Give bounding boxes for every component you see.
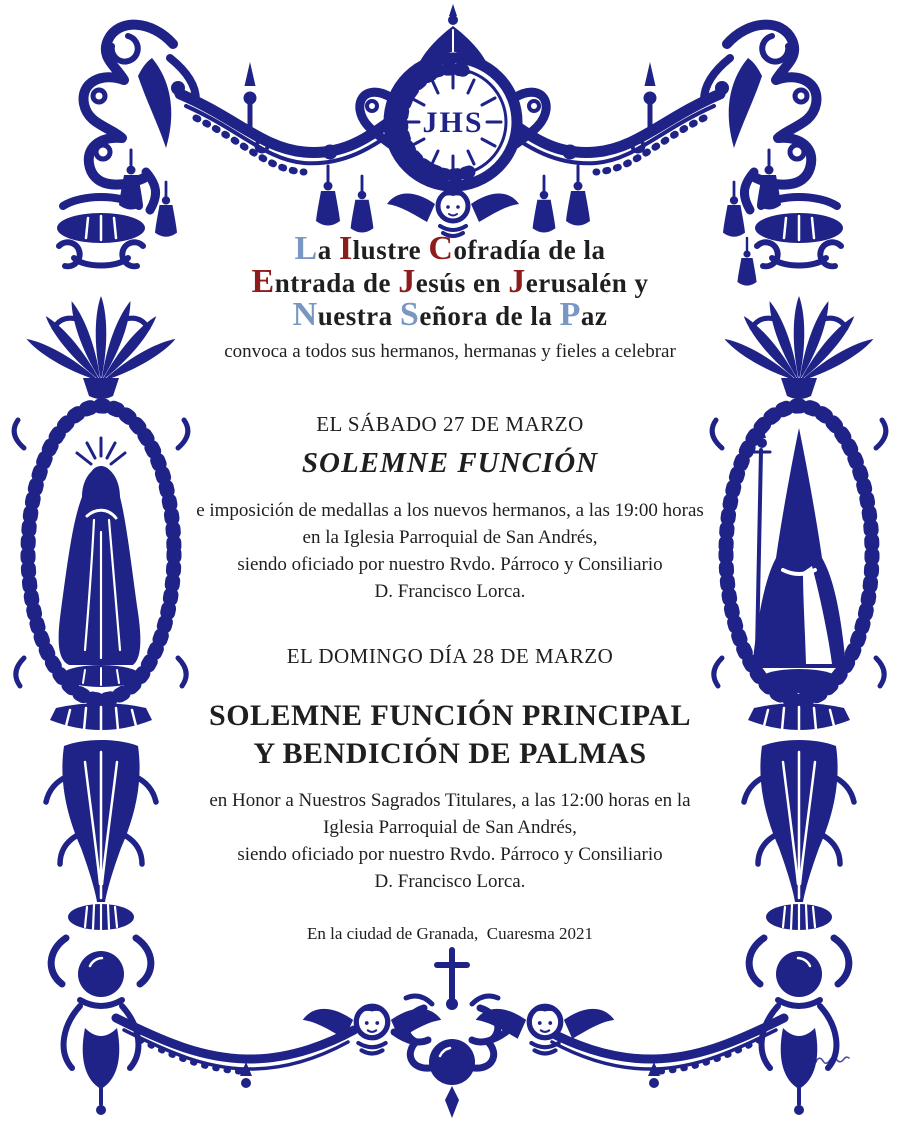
detail-line: siendo oficiado por nuestro Rvdo. Párroco y Consiliario <box>237 844 663 865</box>
detail-line: Iglesia Parroquial de San Andrés, <box>323 817 577 838</box>
jhs-medallion <box>360 4 546 236</box>
convocation-line: convoca a todos sus hermanos, hermanas y fieles a celebrar <box>224 341 676 362</box>
initial-cap: J <box>398 263 416 300</box>
tassel-icon <box>566 166 590 226</box>
tassel-icon <box>316 166 340 226</box>
spike-finial-icon <box>244 62 257 132</box>
sunday-title-line-1: SOLEMNE FUNCIÓN PRINCIPAL <box>209 699 691 732</box>
title-text: uestra <box>317 301 400 331</box>
detail-line: D. Francisco Lorca. <box>374 871 526 892</box>
tassel-icon <box>533 176 556 233</box>
initial-cap: P <box>559 296 581 333</box>
initial-cap: N <box>292 296 318 333</box>
nazareno-figure <box>752 424 846 693</box>
sunday-details <box>140 787 760 895</box>
top-right-corner-ornament <box>704 25 816 210</box>
initial-cap: C <box>428 230 454 267</box>
jhs-monogram: JHS <box>422 106 484 139</box>
initial-cap: E <box>251 263 275 300</box>
virgin-figure <box>59 438 141 687</box>
detail-line: e imposición de medallas a los nuevos hermanos, a las 19:00 horas <box>196 500 704 521</box>
cross-cartouche <box>406 950 498 1118</box>
bottom-garland <box>64 950 849 1118</box>
title-text: ofradía de la <box>453 235 606 265</box>
initial-cap: L <box>294 230 318 267</box>
initial-cap: J <box>508 263 526 300</box>
title-line-3 <box>140 296 760 333</box>
title-text: az <box>580 301 608 331</box>
saturday-date-heading: EL SÁBADO 27 DE MARZO <box>316 412 584 436</box>
title-text: erusalén y <box>525 268 649 298</box>
title-text: a <box>317 235 339 265</box>
closing-line: En la ciudad de Granada, Cuaresma 2021 <box>306 924 594 943</box>
title-line-2 <box>140 263 760 300</box>
title-line-1 <box>140 230 760 267</box>
title-text: esús en <box>415 268 509 298</box>
sunday-title-line-2: Y BENDICIÓN DE PALMAS <box>253 737 647 770</box>
tassel-icon <box>351 176 374 233</box>
detail-line: D. Francisco Lorca. <box>374 581 526 602</box>
sunday-date-heading: EL DOMINGO DÍA 28 DE MARZO <box>286 644 614 668</box>
title-text: eñora de la <box>419 301 560 331</box>
brotherhood-title <box>140 230 760 333</box>
sunday-event-title <box>140 697 760 773</box>
detail-line: en la Iglesia Parroquial de San Andrés, <box>302 527 598 548</box>
saturday-event-title: SOLEMNE FUNCIÓN <box>301 447 599 479</box>
initial-cap: I <box>338 230 353 267</box>
initial-cap: S <box>399 296 420 333</box>
title-text: ntrada de <box>274 268 399 298</box>
detail-line: en Honor a Nuestros Sagrados Titulares, a las 12:00 horas en la <box>209 790 691 811</box>
detail-line: siendo oficiado por nuestro Rvdo. Párroco y Consiliario <box>237 554 663 575</box>
saturday-details <box>140 497 760 605</box>
spike-finial-icon <box>644 62 657 132</box>
title-text: lustre <box>352 235 429 265</box>
top-left-corner-ornament <box>84 25 196 210</box>
